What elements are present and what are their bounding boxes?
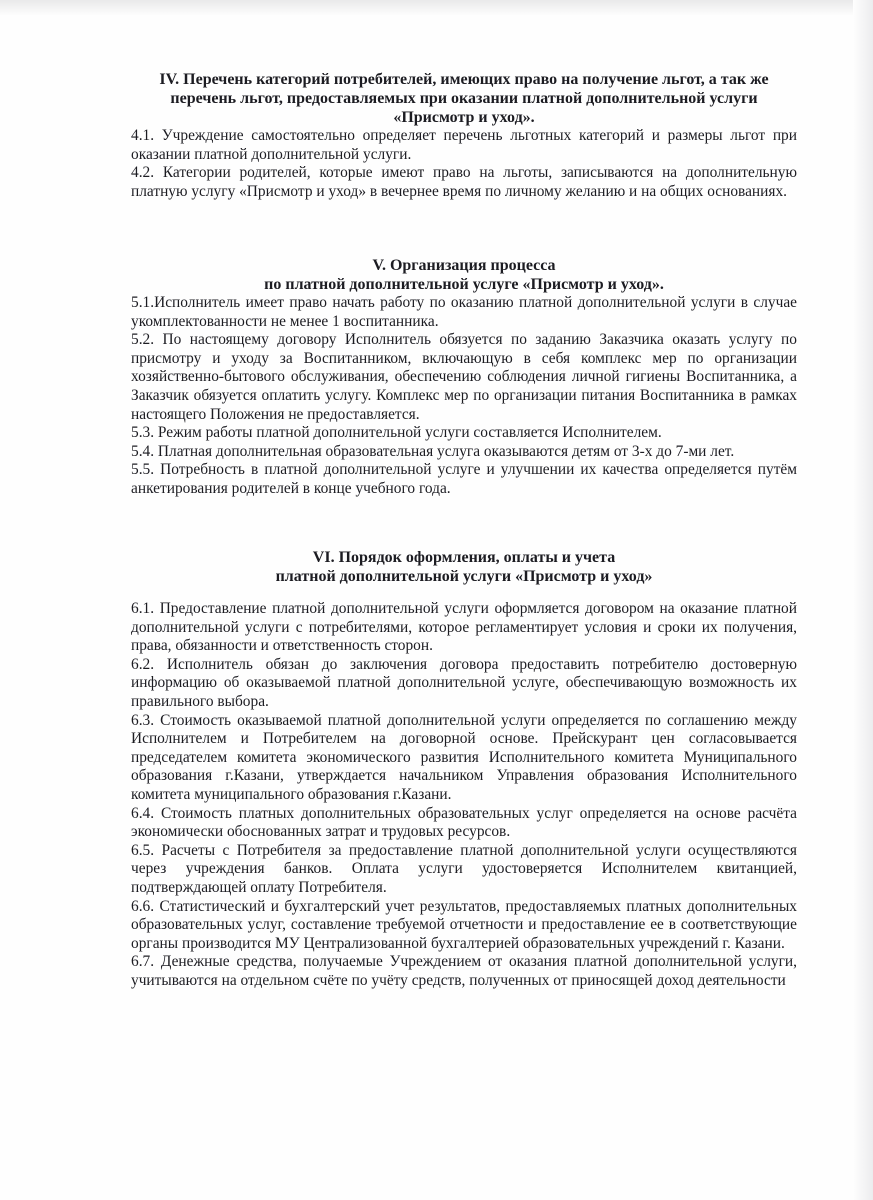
scan-edge-right — [853, 0, 873, 1200]
paragraph-4-1: 4.1. Учреждение самостоятельно определяет перечень льготных категорий и размеры льгот при оказании платной дополнительной услуги. — [131, 127, 797, 163]
paragraph-5-3: 5.3. Режим работы платной дополнительной услуги составляется Исполнителем. — [131, 424, 662, 442]
section-5-title-line2: по платной дополнительной услуге «Присмотр и уход». — [264, 276, 664, 293]
section-6-title-line2: платной дополнительной услуги «Присмотр и уход» — [275, 568, 653, 585]
scan-edge — [0, 0, 873, 16]
paragraph-5-2: 5.2. По настоящему договору Исполнитель обязуется по заданию Заказчика оказать услугу по присмотру и уходу за Воспитанником, включающую в себя комплекс мер по организации хозяйственно-бытового обслуживания, обеспечению соблюдения личной гигиены Воспитанника, а Заказчик обязуется оплатить услугу. Комплекс мер по организации питания Воспитанника в рамках настоящего Положения не предоставляется. — [131, 331, 797, 423]
section-6 — [131, 548, 797, 990]
paragraph-5-1: 5.1.Исполнитель имеет право начать работу по оказанию платной дополнительной услуги в случае укомплектованности не менее 1 воспитанника. — [131, 294, 797, 330]
paragraph-6-4: 6.4. Стоимость платных дополнительных образовательных услуг определяется на основе расчёта экономически обоснованных затрат и трудовых ресурсов. — [131, 804, 797, 841]
paragraph-6-3: 6.3. Стоимость оказываемой платной дополнительной услуги определяется по соглашению между Исполнителем и Потребителем на договорной основе. Прейскурант цен согласовывается председателем комитета экономического развития Исполнительного комитета Муниципального образования г.Казани, утверждается начальником Управления образования Исполнительного комитета муниципального образования г.Казани. — [131, 711, 797, 803]
section-5-title-line1: V. Организация процесса — [372, 257, 556, 274]
paragraph-6-5: 6.5. Расчеты с Потребителя за предоставление платной дополнительной услуги осуществляются через учреждения банков. Оплата услуги удостоверяется Исполнителем квитанцией, подтверждающей оплату Потребителя. — [131, 841, 797, 896]
section-4 — [131, 70, 797, 201]
paragraph-5-4: 5.4. Платная дополнительная образовательная услуга оказываются детям от 3-х до 7-ми лет. — [131, 442, 735, 460]
paragraph-6-7: 6.7. Денежные средства, получаемые Учреждением от оказания платной дополнительной услуги, учитываются на отдельном счёте по учёту средств, полученных от приносящей доход деятельности — [131, 953, 797, 989]
paragraph-6-2: 6.2. Исполнитель обязан до заключения договора предоставить потребителю достоверную информацию об оказываемой платной дополнительной услуге, обеспечивающую возможность их правильного выбора. — [131, 655, 797, 710]
section-6-title-line1: VI. Порядок оформления, оплаты и учета — [312, 549, 616, 566]
section-4-title: IV. Перечень категорий потребителей, имеющих право на получение льгот, а так же перечень льгот, предоставляемых при оказании платной дополнительной услуги «Присмотр и уход». — [159, 71, 769, 126]
section-5 — [131, 256, 797, 499]
spacer — [131, 586, 797, 600]
paragraph-6-6: 6.6. Статистический и бухгалтерский учет результатов, предоставляемых платных дополнительных образовательных услуг, составление требуемой отчетности и предоставление ее в соответствующие органы производится МУ Централизованной бухгалтерией образовательных учреждений г. Казани. — [131, 897, 797, 952]
paragraph-4-2: 4.2. Категории родителей, которые имеют право на льготы, записываются на дополнительную платную услугу «Присмотр и уход» в вечернее время по личному желанию и на общих основаниях. — [131, 164, 797, 200]
paragraph-6-1: 6.1. Предоставление платной дополнительной услуги оформляется договором на оказание платной дополнительной услуги с потребителями, которое регламентирует условия и сроки их получения, права, обязанности и ответственность сторон. — [131, 600, 797, 655]
paragraph-5-5: 5.5. Потребность в платной дополнительной услуге и улучшении их качества определяется путём анкетирования родителей в конце учебного года. — [131, 461, 797, 497]
